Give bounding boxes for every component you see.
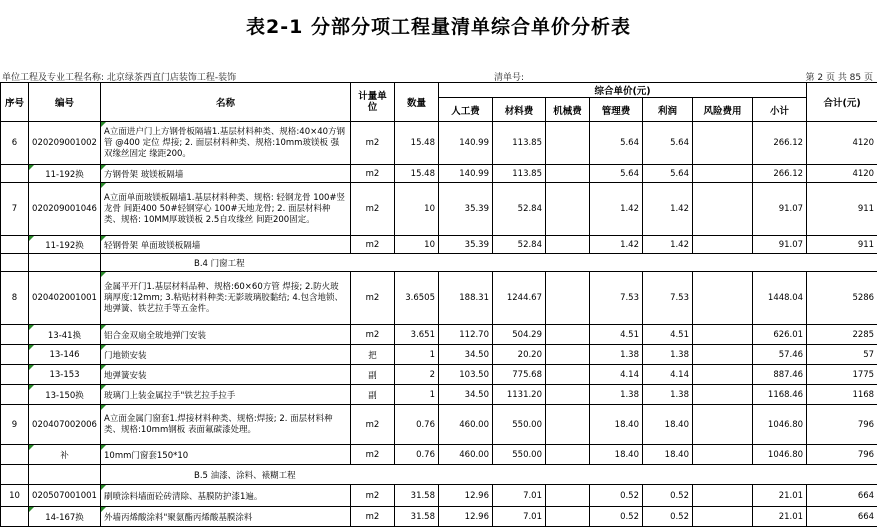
cell-qty: 1 (395, 385, 439, 405)
cell-unit: m2 (351, 485, 395, 507)
cell-code: 020407002006 (29, 405, 101, 445)
cell-total: 911 (807, 236, 877, 254)
header-code: 编号 (29, 83, 101, 122)
cell-name: 玻璃门上装金属拉手"铁艺拉手拉手 (101, 385, 351, 405)
section-row (1, 254, 877, 272)
cell-material: 550.00 (493, 405, 546, 445)
cell-material: 504.29 (493, 325, 546, 345)
cell-profit: 5.64 (643, 165, 693, 183)
cell-total: 4120 (807, 122, 877, 165)
cell-name: A立面单面玻镁板隔墙1.基层材料种类、规格: 轻钢龙骨 100#竖龙骨 间距400 50#轻钢穿心 100#天地龙骨; 2. 面层材料种类、规格: 10MM厚玻镁板 2.5自攻缘丝 间距200固定。 (101, 183, 351, 236)
cell-qty: 3.6505 (395, 272, 439, 325)
cell-subtotal: 1448.04 (753, 272, 807, 325)
cell-material: 113.85 (493, 165, 546, 183)
table-row (1, 325, 877, 345)
cell-risk (693, 365, 753, 385)
cell-labor: 103.50 (439, 365, 493, 385)
cell-total: 664 (807, 507, 877, 527)
cell-risk (693, 507, 753, 527)
cell-qty: 31.58 (395, 485, 439, 507)
cell-labor: 12.96 (439, 485, 493, 507)
cell-machine (546, 345, 590, 365)
cell-seq (1, 165, 29, 183)
cell-machine (546, 405, 590, 445)
cell-risk (693, 405, 753, 445)
cell-total: 1168 (807, 385, 877, 405)
cell-code: 020209001002 (29, 122, 101, 165)
header-qty: 数量 (395, 83, 439, 122)
cell-machine (546, 272, 590, 325)
cell-subtotal: 57.46 (753, 345, 807, 365)
cell-qty: 0.76 (395, 445, 439, 465)
cell-seq: 6 (1, 122, 29, 165)
cell-name: 10mm门窗套150*10 (101, 445, 351, 465)
header-total: 合计(元) (807, 83, 877, 122)
cell-material: 1131.20 (493, 385, 546, 405)
cell-labor: 34.50 (439, 385, 493, 405)
cell-subtotal: 266.12 (753, 165, 807, 183)
cell-unit: m2 (351, 122, 395, 165)
cell-labor: 12.96 (439, 507, 493, 527)
cell-unit: m2 (351, 272, 395, 325)
cell-qty: 0.76 (395, 405, 439, 445)
table-row (1, 183, 877, 236)
cell-mgmt: 1.38 (590, 345, 643, 365)
cell-risk (693, 445, 753, 465)
cell-name: 轻钢骨架 单面玻镁板隔墙 (101, 236, 351, 254)
cell-material: 7.01 (493, 485, 546, 507)
cell-profit: 4.14 (643, 365, 693, 385)
cell-mgmt: 5.64 (590, 165, 643, 183)
table-row (1, 405, 877, 445)
cell-code: 补 (29, 445, 101, 465)
page-title: 表2-1 分部分项工程量清单综合单价分析表 (0, 12, 877, 39)
cell-total: 796 (807, 445, 877, 465)
list-number: 清单号: (494, 70, 524, 83)
cell-code: 13-41换 (29, 325, 101, 345)
cell-material: 775.68 (493, 365, 546, 385)
cell-name: 铝合金双扇全玻地弹门安装 (101, 325, 351, 345)
cell-code: 020209001046 (29, 183, 101, 236)
cell-unit: m2 (351, 507, 395, 527)
cell-profit: 7.53 (643, 272, 693, 325)
cell-profit: 1.38 (643, 385, 693, 405)
cell-labor: 460.00 (439, 405, 493, 445)
cell-risk (693, 345, 753, 365)
cell-total: 5286 (807, 272, 877, 325)
cell-mgmt: 0.52 (590, 507, 643, 527)
table-row (1, 445, 877, 465)
cell-material: 7.01 (493, 507, 546, 527)
cell-machine (546, 365, 590, 385)
cell-profit: 5.64 (643, 122, 693, 165)
page-indicator: 第 2 页 共 85 页 (806, 70, 873, 83)
header-risk: 风险费用 (693, 98, 753, 122)
cell-total: 911 (807, 183, 877, 236)
cell-subtotal: 1168.46 (753, 385, 807, 405)
cell-unit: 副 (351, 365, 395, 385)
section-row (1, 465, 877, 485)
cell-subtotal: 21.01 (753, 485, 807, 507)
cell-code: 020402001001 (29, 272, 101, 325)
cell-seq: 10 (1, 485, 29, 507)
cell-machine (546, 325, 590, 345)
cell-unit: 把 (351, 345, 395, 365)
cell-subtotal: 887.46 (753, 365, 807, 385)
cell-machine (546, 183, 590, 236)
header-seq: 序号 (1, 83, 29, 122)
cell-risk (693, 165, 753, 183)
cell-qty: 10 (395, 183, 439, 236)
cell-unit: m2 (351, 165, 395, 183)
cell-material: 113.85 (493, 122, 546, 165)
cell-seq: 7 (1, 183, 29, 236)
cell-seq (1, 325, 29, 345)
cell-name: 外墙丙烯酸涂料"聚氨酯丙烯酸基膜涂料 (101, 507, 351, 527)
table-row (1, 345, 877, 365)
cell-profit: 18.40 (643, 405, 693, 445)
cell-mgmt: 18.40 (590, 405, 643, 445)
cell-unit: m2 (351, 405, 395, 445)
cell-labor: 34.50 (439, 345, 493, 365)
cell-machine (546, 445, 590, 465)
cell-seq: 9 (1, 405, 29, 445)
cell-risk (693, 485, 753, 507)
cell-profit: 1.42 (643, 236, 693, 254)
cell-total: 664 (807, 485, 877, 507)
cell-code: 11-192换 (29, 236, 101, 254)
cell-unit: m2 (351, 445, 395, 465)
cell-profit: 1.42 (643, 183, 693, 236)
cell-subtotal: 91.07 (753, 236, 807, 254)
cell-name: 金属平开门1.基层材料品种、规格:60×60方管 焊接; 2.防火玻璃厚度:12mm; 3.粘贴材料种类:无影玻璃胶黏结; 4.包含地锁、地弹簧、铁艺拉手等五金件。 (101, 272, 351, 325)
cell-machine (546, 385, 590, 405)
cell-qty: 10 (395, 236, 439, 254)
cell-seq (1, 365, 29, 385)
cell-name: 方钢骨架 玻镁板隔墙 (101, 165, 351, 183)
cell-labor: 140.99 (439, 122, 493, 165)
cell-machine (546, 485, 590, 507)
cell-total: 2285 (807, 325, 877, 345)
cell-seq (1, 507, 29, 527)
cell-total: 57 (807, 345, 877, 365)
cell-unit: m2 (351, 183, 395, 236)
cell-seq (1, 385, 29, 405)
cell-mgmt: 1.38 (590, 385, 643, 405)
cell-profit: 18.40 (643, 445, 693, 465)
cell-mgmt: 5.64 (590, 122, 643, 165)
cell-unit: m2 (351, 236, 395, 254)
cell-risk (693, 325, 753, 345)
cell-labor: 140.99 (439, 165, 493, 183)
header-profit: 利润 (643, 98, 693, 122)
header-name: 名称 (101, 83, 351, 122)
cell-mgmt: 1.42 (590, 183, 643, 236)
cell-risk (693, 236, 753, 254)
cell-profit: 0.52 (643, 485, 693, 507)
header-unit-price-group: 综合单价(元) (439, 83, 807, 98)
cell-qty: 1 (395, 345, 439, 365)
section-title: B.5 油漆、涂料、裱糊工程 (101, 465, 877, 485)
cell-labor: 460.00 (439, 445, 493, 465)
cell-material: 52.84 (493, 183, 546, 236)
cell-seq: 8 (1, 272, 29, 325)
table-row (1, 122, 877, 165)
cell-qty: 15.48 (395, 122, 439, 165)
cell-labor: 35.39 (439, 236, 493, 254)
cell-subtotal: 1046.80 (753, 405, 807, 445)
cell-code: 13-150换 (29, 385, 101, 405)
cell-name: A立面金属门窗套1.焊接材料种类、规格:焊接; 2. 面层材料种类、规格:10mm钢板 表面氟碳漆处理。 (101, 405, 351, 445)
cell-risk (693, 385, 753, 405)
cell-material: 1244.67 (493, 272, 546, 325)
table-row (1, 485, 877, 507)
cell-machine (546, 122, 590, 165)
cell-seq (1, 236, 29, 254)
cell-code: 14-167换 (29, 507, 101, 527)
cell-code: 13-153 (29, 365, 101, 385)
cell-mgmt: 0.52 (590, 485, 643, 507)
cell-seq (1, 445, 29, 465)
cell-total: 4120 (807, 165, 877, 183)
cell-name: 地弹簧安装 (101, 365, 351, 385)
cell-subtotal: 21.01 (753, 507, 807, 527)
table-row (1, 507, 877, 527)
cell-subtotal: 91.07 (753, 183, 807, 236)
header-machine: 机械费 (546, 98, 590, 122)
cell-material: 20.20 (493, 345, 546, 365)
cell-qty: 15.48 (395, 165, 439, 183)
cell-code: 020507001001 (29, 485, 101, 507)
cell-material: 52.84 (493, 236, 546, 254)
cell-mgmt: 7.53 (590, 272, 643, 325)
analysis-table (0, 82, 877, 527)
project-name: 单位工程及专业工程名称: 北京绿茶西直门店装饰工程-装饰 (2, 70, 236, 83)
cell-seq (1, 345, 29, 365)
header-labor: 人工费 (439, 98, 493, 122)
table-row (1, 385, 877, 405)
cell-machine (546, 236, 590, 254)
cell-name: 刷喷涂料墙面砼砖清除、基膜防护漆1遍。 (101, 485, 351, 507)
cell-labor: 35.39 (439, 183, 493, 236)
header-unit: 计量单位 (351, 83, 395, 122)
cell-machine (546, 507, 590, 527)
cell-risk (693, 272, 753, 325)
cell-code: 13-146 (29, 345, 101, 365)
table-row (1, 236, 877, 254)
cell-name: A立面进户门上方钢骨板隔墙1.基层材料种类、规格:40×40方钢管 @400 定位 焊接; 2. 面层材料种类、规格:10mm玻镁板 强双缘丝固定 缘距200。 (101, 122, 351, 165)
table-row (1, 272, 877, 325)
cell-qty: 2 (395, 365, 439, 385)
cell-machine (546, 165, 590, 183)
cell-profit: 1.38 (643, 345, 693, 365)
cell-qty: 3.651 (395, 325, 439, 345)
cell-unit: m2 (351, 325, 395, 345)
cell-total: 1775 (807, 365, 877, 385)
cell-name: 门地锁安装 (101, 345, 351, 365)
cell-subtotal: 1046.80 (753, 445, 807, 465)
cell-subtotal: 626.01 (753, 325, 807, 345)
cell-material: 550.00 (493, 445, 546, 465)
cell-subtotal: 266.12 (753, 122, 807, 165)
cell-qty: 31.58 (395, 507, 439, 527)
cell-profit: 4.51 (643, 325, 693, 345)
cell-mgmt: 4.14 (590, 365, 643, 385)
header-material: 材料费 (493, 98, 546, 122)
cell-total: 796 (807, 405, 877, 445)
section-title: B.4 门窗工程 (101, 254, 877, 272)
cell-labor: 112.70 (439, 325, 493, 345)
table-row (1, 365, 877, 385)
cell-code: 11-192换 (29, 165, 101, 183)
cell-mgmt: 4.51 (590, 325, 643, 345)
cell-unit: 副 (351, 385, 395, 405)
cell-mgmt: 18.40 (590, 445, 643, 465)
header-mgmt: 管理费 (590, 98, 643, 122)
table-row (1, 165, 877, 183)
cell-profit: 0.52 (643, 507, 693, 527)
cell-risk (693, 122, 753, 165)
cell-mgmt: 1.42 (590, 236, 643, 254)
cell-risk (693, 183, 753, 236)
header-subtotal: 小计 (753, 98, 807, 122)
cell-labor: 188.31 (439, 272, 493, 325)
